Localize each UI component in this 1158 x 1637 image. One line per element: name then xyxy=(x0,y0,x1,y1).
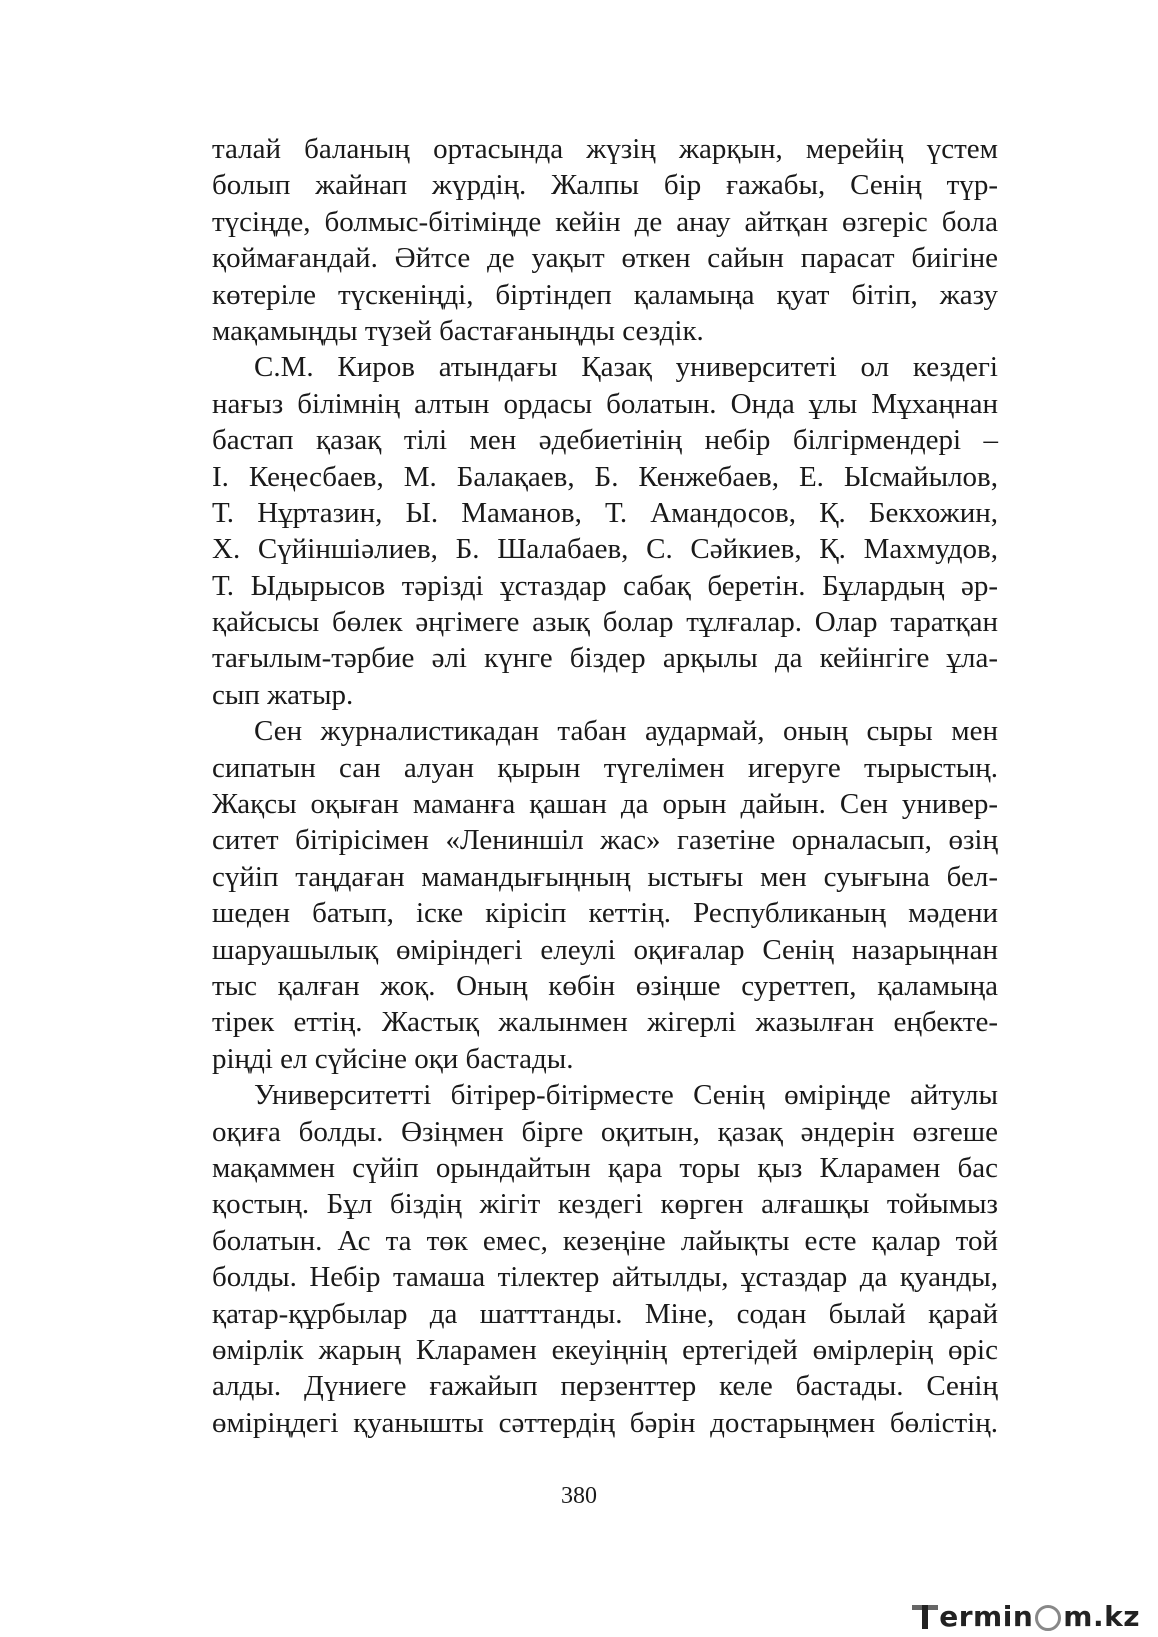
text-line: шаруашылық өміріндегі елеулі оқиғалар Сенің назарыңнан xyxy=(212,933,998,966)
watermark-suffix: m.kz xyxy=(1063,1599,1140,1633)
logo-t-icon xyxy=(912,1601,938,1631)
page-number: 380 xyxy=(561,1483,597,1509)
text-line: І. Кеңесбаев, М. Балақаев, Б. Кенжебаев, Е. Ысмайылов, xyxy=(212,460,998,493)
page-body-text xyxy=(212,131,998,1441)
text-line: Т. Ыдырысов тәрізді ұстаздар сабақ беретін. Бұлардың әр- xyxy=(212,569,998,602)
text-line: көтеріле түскеніңді, біртіндеп қаламыңа қуат бітіп, жазу xyxy=(212,278,998,311)
text-line: сүйіп таңдаған мамандығыңның ыстығы мен суығына бел- xyxy=(212,860,998,893)
text-line: мақаммен сүйіп орындайтын қара торы қыз Кларамен бас xyxy=(212,1151,998,1184)
text-line: тағылым-тәрбие әлі күнге біздер арқылы да кейінгіге ұла- xyxy=(212,642,998,675)
text-line: қостың. Бұл біздің жігіт кездегі көрген алғашқы тойымыз xyxy=(212,1188,998,1221)
text-line: тірек еттің. Жастық жалынмен жігерлі жазылған еңбекте- xyxy=(212,1006,998,1039)
text-line: Т. Нұртазин, Ы. Маманов, Т. Амандосов, Қ. Бекхожин, xyxy=(212,496,998,529)
text-line: қоймағандай. Әйтсе де уақыт өткен сайын парасат биігіне xyxy=(212,242,998,275)
text-line: Университетті бітірер-бітірместе Сенің өміріңде айтулы xyxy=(254,1079,998,1112)
text-line: қайсысы бөлек әңгімеге азық болар тұлғалар. Олар таратқан xyxy=(212,606,998,639)
text-line: тыс қалған жоқ. Оның көбін өзіңше суреттеп, қаламыңа xyxy=(212,969,998,1002)
text-line: талай баланың ортасында жүзің жарқын, мерейің үстем xyxy=(212,133,998,165)
text-line: қатар-құрбылар да шатттанды. Міне, содан былай қарай xyxy=(212,1297,998,1330)
text-line: ситет бітірісімен «Лениншіл жас» газетіне орналасып, өзің xyxy=(212,824,998,857)
text-line: болды. Небір тамаша тілектер айтылды, ұстаздар да қуанды, xyxy=(212,1261,998,1294)
text-line: өміріңдегі қуанышты сәттердің бәрін достарыңмен бөлістің. xyxy=(212,1406,998,1439)
text-line: болатын. Ас та төк емес, кезеңіне лайықты есте қалар той xyxy=(212,1224,998,1257)
text-line: түсіңде, болмыс-бітіміңде кейін де анау айтқан өзгеріс бола xyxy=(212,205,998,238)
text-line: Жақсы оқыған маманға қашан да орын дайын. Сен универ- xyxy=(212,788,998,821)
text-line: ріңді ел сүйсіне оқи бастады. xyxy=(212,1042,574,1075)
text-line: нағыз білімнің алтын ордасы болатын. Онда ұлы Мұхаңнан xyxy=(212,387,998,420)
text-line: С.М. Киров атындағы Қазақ университеті ол кездегі xyxy=(254,351,998,384)
text-line: мақамыңды түзей бастағаныңды сездік. xyxy=(212,314,704,347)
text-line: алды. Дүниеге ғажайып перзенттер келе бастады. Сенің xyxy=(212,1370,998,1403)
text-line: Х. Сүйіншіәлиев, Б. Шалабаев, С. Сәйкиев, Қ. Махмудов, xyxy=(212,533,998,566)
text-line: бастап қазақ тілі мен әдебиетінің небір білгірмендері – xyxy=(212,424,998,457)
text-line: шеден батып, іске кірісіп кеттің. Республиканың мәдени xyxy=(212,897,998,930)
text-line: Сен журналистикадан табан аудармай, оның сыры мен xyxy=(254,715,998,748)
text-line: оқиға болды. Өзіңмен бірге оқитын, қазақ әндерін өзгеше xyxy=(212,1115,998,1148)
watermark-prefix: ermin xyxy=(939,1599,1034,1633)
text-line: сипатын сан алуан қырын түгелімен игеруге тырыстың. xyxy=(212,751,998,784)
text-line: өмірлік жарың Кларамен екеуіңнің ертегідей өмірлерің өріс xyxy=(212,1333,998,1366)
text-line: сып жатыр. xyxy=(212,678,354,711)
watermark-logo xyxy=(912,1598,1140,1634)
magnifier-icon xyxy=(1035,1605,1061,1631)
text-line: болып жайнап жүрдің. Жалпы бір ғажабы, Сенің түр- xyxy=(212,169,998,202)
